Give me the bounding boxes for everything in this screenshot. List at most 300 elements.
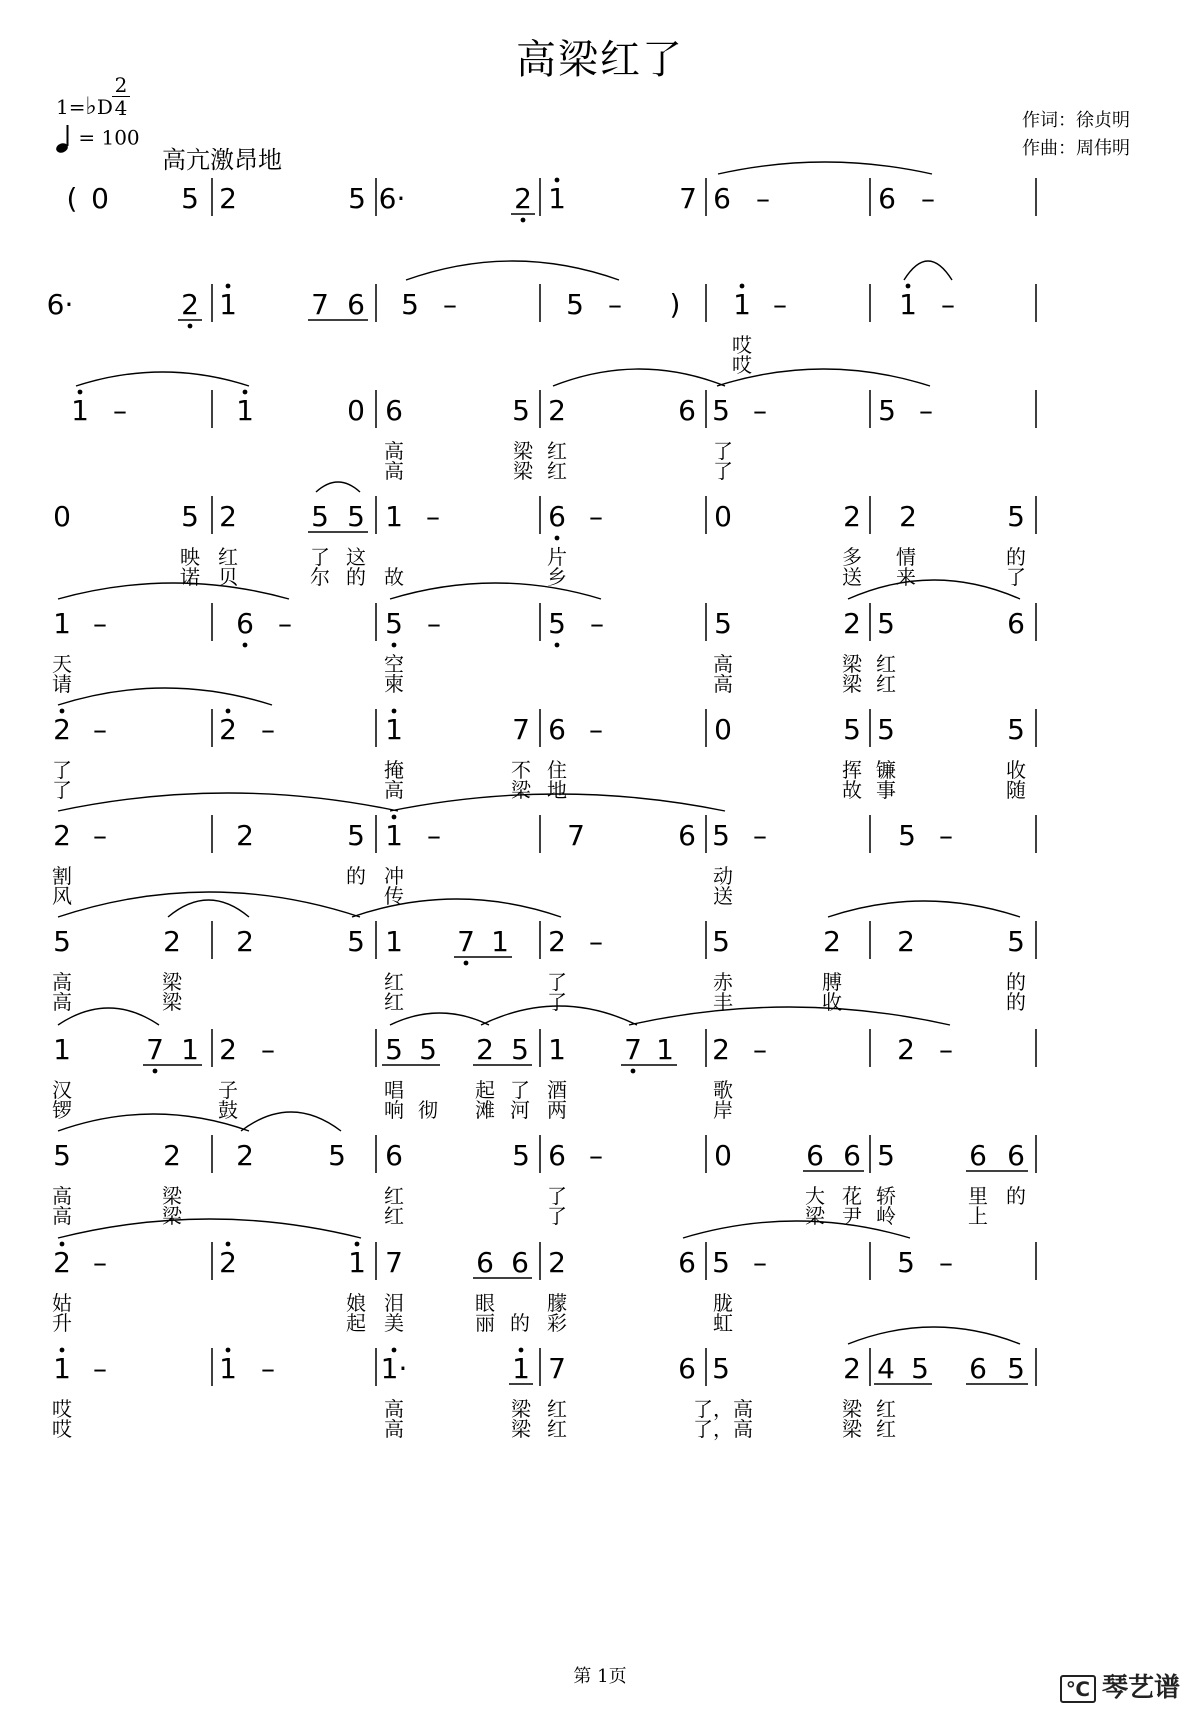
lyric-verse-2: 美 <box>384 1311 404 1335</box>
octave-dot <box>555 536 560 541</box>
lyric-verse-2: 贝 <box>218 565 238 589</box>
lyric-verse-2: 送 <box>842 565 862 589</box>
note-number: 0 <box>91 182 109 215</box>
dash-note: – <box>753 1033 767 1066</box>
dash-note: – <box>921 182 935 215</box>
dash-note: – <box>93 819 107 852</box>
note-number: 1· <box>380 1352 408 1385</box>
composer-credit: 作曲：周伟明 <box>1022 138 1130 159</box>
note-number: 2 <box>843 500 861 533</box>
lyric-verse-1: 朦 <box>547 1291 567 1315</box>
note-number: 5 <box>311 500 329 533</box>
note-number: 5 <box>714 607 732 640</box>
slur <box>241 1112 341 1131</box>
lyric-verse-2: 了 <box>547 1204 567 1228</box>
lyric-verse-2: 尹 <box>842 1204 862 1228</box>
lyric-verse-2: 故 <box>842 778 862 802</box>
note-number: 2 <box>219 1033 237 1066</box>
time-signature: 2 4 <box>112 74 130 119</box>
lyric-verse-2: 来 <box>896 565 916 589</box>
octave-dot <box>153 1069 158 1074</box>
dash-note: – <box>589 925 603 958</box>
slur <box>718 162 932 174</box>
lyric-verse-1: 梁 <box>842 1397 862 1421</box>
lyric-verse-1: 的 <box>1006 1184 1026 1208</box>
note-number: 7 <box>146 1033 164 1066</box>
lyric-verse-1: 梁 <box>513 439 533 463</box>
note-number: 6 <box>347 288 365 321</box>
note-number: 6 <box>548 500 566 533</box>
lyric-verse-2: 丰 <box>713 990 733 1014</box>
lyric-verse-1: 情 <box>896 545 916 569</box>
dash-note: – <box>93 607 107 640</box>
note-number: 2 <box>219 713 237 746</box>
note-number: 2 <box>897 1033 915 1066</box>
lyric-verse-2: 岭 <box>876 1204 896 1228</box>
lyric-verse-2: 梁 <box>842 672 862 696</box>
note-number: 2 <box>548 1246 566 1279</box>
slur <box>390 1013 489 1025</box>
note-number: 5 <box>712 1352 730 1385</box>
dash-note: – <box>113 394 127 427</box>
lyric-verse-1: 红 <box>384 1184 404 1208</box>
page-number: 第 1页 <box>573 1666 627 1687</box>
lyric-verse-2: 高 <box>52 1204 72 1228</box>
lyric-verse-2: 红 <box>384 990 404 1014</box>
note-number: 5 <box>712 1246 730 1279</box>
lyric-verse-2: 升 <box>52 1311 72 1335</box>
octave-dot <box>355 1242 360 1247</box>
note-number: 1 <box>348 1246 366 1279</box>
lyric-verse-1: 住 <box>547 758 567 782</box>
slur <box>553 369 725 386</box>
note-number: 2 <box>236 819 254 852</box>
slur <box>904 261 952 280</box>
lyric-verse-2: 的 <box>1006 990 1026 1014</box>
dash-note: – <box>93 1246 107 1279</box>
note-number: 1 <box>899 288 917 321</box>
note-number: 6 <box>806 1139 824 1172</box>
lyric-verse-2: 起 <box>346 1311 366 1335</box>
note-number: 5 <box>712 819 730 852</box>
lyric-verse-2: 梁 <box>513 459 533 483</box>
lyric-verse-2: 哎 <box>52 1417 72 1441</box>
lyric-verse-1: 梁 <box>511 1397 531 1421</box>
lyric-verse-2: 梁 <box>162 1204 182 1228</box>
note-number: 6 <box>385 394 403 427</box>
lyric-verse-2: 彻 <box>418 1098 438 1122</box>
note-number: 6 <box>678 1246 696 1279</box>
lyric-verse-1: 子 <box>218 1078 238 1102</box>
lyric-verse-1: 哎 <box>732 333 752 357</box>
octave-dot <box>392 815 397 820</box>
note-number: 6 <box>1007 607 1025 640</box>
note-number: 6 <box>843 1139 861 1172</box>
octave-dot <box>226 284 231 289</box>
note-number: 5 <box>878 394 896 427</box>
note-number: 5 <box>401 288 419 321</box>
lyric-verse-2: 尔 <box>310 565 330 589</box>
note-number: 2 <box>219 500 237 533</box>
lyric-verse-1: 大 <box>805 1184 825 1208</box>
lyric-verse-1: 了 <box>510 1078 530 1102</box>
note-number: 0 <box>714 1139 732 1172</box>
note-number: 5 <box>512 1139 530 1172</box>
lyric-verse-1: 了 <box>310 545 330 569</box>
note-number: 5 <box>53 1139 71 1172</box>
paren: ) <box>669 288 681 321</box>
octave-dot <box>392 1348 397 1353</box>
note-number: 2 <box>476 1033 494 1066</box>
note-number: 5 <box>53 925 71 958</box>
octave-dot <box>521 218 526 223</box>
lyric-verse-1: 高 <box>52 970 72 994</box>
lyric-verse-1: 膊 <box>822 970 842 994</box>
note-number: 1 <box>53 1352 71 1385</box>
note-number: 5 <box>181 182 199 215</box>
note-number: 2 <box>236 1139 254 1172</box>
dash-note: – <box>93 1352 107 1385</box>
lyric-verse-1: 歌 <box>713 1078 733 1102</box>
lyric-verse-2: 河 <box>510 1098 530 1122</box>
lyric-verse-1: 起 <box>475 1078 495 1102</box>
slur <box>848 1327 1020 1344</box>
slur <box>58 583 289 599</box>
note-number: 2 <box>548 394 566 427</box>
tempo-marking: = 100 <box>56 124 140 154</box>
lyric-verse-1: 赤 <box>713 970 733 994</box>
note-number: 6 <box>969 1352 987 1385</box>
lyric-verse-1: 高 <box>52 1184 72 1208</box>
note-number: 0 <box>714 713 732 746</box>
lyric-verse-1: 唱 <box>384 1078 404 1102</box>
note-number: 1 <box>548 182 566 215</box>
lyric-verse-1: 酒 <box>547 1078 567 1102</box>
lyric-verse-2: 鼓 <box>218 1098 238 1122</box>
lyric-verse-1: 挥 <box>842 758 862 782</box>
note-number: 5 <box>348 182 366 215</box>
lyric-verse-2: 虹 <box>713 1311 733 1335</box>
note-number: 5 <box>347 925 365 958</box>
octave-dot <box>60 1242 65 1247</box>
lyric-verse-1: 掩 <box>384 758 404 782</box>
lyric-verse-2: 地 <box>547 778 567 802</box>
note-number: 6· <box>378 182 406 215</box>
lyric-verse-1: 胧 <box>713 1291 733 1315</box>
lyric-verse-2: 高 <box>384 1417 404 1441</box>
note-number: 7 <box>624 1033 642 1066</box>
note-number: 6 <box>678 819 696 852</box>
lyric-verse-1: 了 <box>547 1184 567 1208</box>
lyric-verse-1: 红 <box>547 1397 567 1421</box>
slur <box>58 688 272 705</box>
note-number: 0 <box>53 500 71 533</box>
note-number: 6 <box>548 713 566 746</box>
dash-note: – <box>753 394 767 427</box>
note-number: 2 <box>236 925 254 958</box>
note-number: 1 <box>181 1033 199 1066</box>
note-number: 6 <box>476 1246 494 1279</box>
dash-note: – <box>773 288 787 321</box>
slur <box>58 793 398 811</box>
note-number: 2 <box>219 182 237 215</box>
dash-note: – <box>590 607 604 640</box>
dash-note: – <box>261 1352 275 1385</box>
note-number: 7 <box>548 1352 566 1385</box>
lyric-verse-2: 了 <box>547 990 567 1014</box>
note-number: 1 <box>53 1033 71 1066</box>
lyric-verse-1: 镰 <box>876 758 896 782</box>
lyric-verse-1: 片 <box>547 545 567 569</box>
note-number: 4 <box>877 1352 895 1385</box>
note-number: 2 <box>899 500 917 533</box>
note-number: 1 <box>71 394 89 427</box>
lyric-verse-2: 哎 <box>732 353 752 377</box>
lyric-verse-1: 梁 <box>162 970 182 994</box>
dash-note: – <box>589 500 603 533</box>
note-number: 5 <box>843 713 861 746</box>
lyric-verse-2: 乡 <box>547 565 567 589</box>
lyric-verse-2: 诺 <box>180 565 200 589</box>
slur <box>316 482 360 492</box>
note-number: 5 <box>385 607 403 640</box>
octave-dot <box>226 709 231 714</box>
lyric-verse-1: 空 <box>384 652 404 676</box>
note-number: 2 <box>843 607 861 640</box>
lyric-verse-1: 映 <box>180 545 200 569</box>
note-number: 6 <box>1007 1139 1025 1172</box>
lyric-verse-2: 丽 <box>475 1311 495 1335</box>
slur <box>58 1008 159 1025</box>
lyric-verse-2: 故 <box>384 565 404 589</box>
note-number: 1 <box>512 1352 530 1385</box>
note-number: 2 <box>823 925 841 958</box>
paren: ( <box>66 182 78 215</box>
lyric-verse-2: 上 <box>968 1204 988 1228</box>
dash-note: – <box>939 1033 953 1066</box>
lyric-verse-2: 响 <box>384 1098 404 1122</box>
note-number: 6 <box>236 607 254 640</box>
slur <box>58 1219 361 1238</box>
lyric-verse-1: 天 <box>52 652 72 676</box>
key-signature: 1=♭D <box>56 92 113 120</box>
note-number: 5 <box>1007 713 1025 746</box>
note-number: 2 <box>548 925 566 958</box>
lyric-verse-2: 风 <box>52 884 72 908</box>
note-number: 2 <box>53 713 71 746</box>
octave-dot <box>78 390 83 395</box>
dash-note: – <box>919 394 933 427</box>
lyric-verse-1: 姑 <box>52 1291 72 1315</box>
slur <box>58 892 360 917</box>
lyric-verse-2: 梁 <box>805 1204 825 1228</box>
lyric-verse-1: 的 <box>1006 970 1026 994</box>
note-number: 7 <box>512 713 530 746</box>
note-number: 2 <box>712 1033 730 1066</box>
octave-dot <box>226 1242 231 1247</box>
lyric-verse-2: 岸 <box>713 1098 733 1122</box>
dash-note: – <box>756 182 770 215</box>
lyric-verse-1: 梁 <box>162 1184 182 1208</box>
expression-marking: 高亢激昂地 <box>162 146 282 174</box>
lyric-verse-2: 的 <box>510 1311 530 1335</box>
lyric-verse-1: 了 <box>713 439 733 463</box>
dash-note: – <box>589 1139 603 1172</box>
lyric-verse-1: 红 <box>876 1397 896 1421</box>
lyric-verse-2: 了 <box>52 778 72 802</box>
dash-note: – <box>278 607 292 640</box>
dash-note: – <box>753 1246 767 1279</box>
slur <box>629 1007 950 1025</box>
lyric-verse-1: 高 <box>384 1397 404 1421</box>
note-number: 7 <box>385 1246 403 1279</box>
lyric-verse-1: 哎 <box>52 1397 72 1421</box>
note-number: 1 <box>385 713 403 746</box>
lyric-verse-2: 的 <box>346 565 366 589</box>
octave-dot <box>188 324 193 329</box>
note-number: 2 <box>897 925 915 958</box>
note-number: 6· <box>46 288 74 321</box>
octave-dot <box>740 284 745 289</box>
note-number: 5 <box>1007 500 1025 533</box>
lyric-verse-1: 汉 <box>52 1078 72 1102</box>
lyric-verse-2: 梁 <box>511 1417 531 1441</box>
lyric-verse-1: 了 <box>547 970 567 994</box>
note-number: 5 <box>347 819 365 852</box>
note-number: 6 <box>548 1139 566 1172</box>
slur <box>828 901 1020 917</box>
dash-note: – <box>753 819 767 852</box>
lyric-verse-2: 红 <box>384 1204 404 1228</box>
note-number: 5 <box>1007 925 1025 958</box>
note-number: 1 <box>733 288 751 321</box>
lyric-verse-1: 的 <box>1006 545 1026 569</box>
lyric-verse-1: 红 <box>218 545 238 569</box>
dash-note: – <box>589 713 603 746</box>
lyric-verse-2: 请 <box>52 672 72 696</box>
lyric-verse-1: 不 <box>511 758 531 782</box>
lyric-verse-2: 事 <box>876 778 896 802</box>
lyric-verse-1: 动 <box>713 864 733 888</box>
octave-dot <box>60 709 65 714</box>
lyric-verse-2: 传 <box>384 884 404 908</box>
note-number: 2 <box>53 1246 71 1279</box>
lyric-verse-1: 冲 <box>384 864 404 888</box>
lyric-verse-2: 彩 <box>547 1311 567 1335</box>
note-number: 7 <box>567 819 585 852</box>
note-number: 5 <box>877 1139 895 1172</box>
dash-note: – <box>261 713 275 746</box>
note-number: 2 <box>163 1139 181 1172</box>
octave-dot <box>243 643 248 648</box>
note-number: 2 <box>843 1352 861 1385</box>
dash-note: – <box>939 1246 953 1279</box>
dash-note: – <box>939 819 953 852</box>
note-number: 1 <box>656 1033 674 1066</box>
note-number: 1 <box>219 288 237 321</box>
slur <box>406 261 619 280</box>
note-number: 5 <box>877 607 895 640</box>
note-number: 5 <box>712 394 730 427</box>
note-number: 5 <box>1007 1352 1025 1385</box>
lyric-verse-2: 收 <box>822 990 842 1014</box>
note-number: 6 <box>678 394 696 427</box>
score-title: 高梁红了 <box>516 37 684 83</box>
note-number: 5 <box>897 1246 915 1279</box>
octave-dot <box>555 643 560 648</box>
lyric-verse-1: 收 <box>1006 758 1026 782</box>
lyric-verse-1: 了 <box>52 758 72 782</box>
lyric-verse-1: 轿 <box>876 1184 896 1208</box>
note-number: 5 <box>548 607 566 640</box>
lyric-verse-2: 送 <box>713 884 733 908</box>
note-number: 6 <box>713 182 731 215</box>
slur <box>76 372 249 386</box>
lyric-verse-2: 红 <box>876 1417 896 1441</box>
note-number: 6 <box>878 182 896 215</box>
note-number: 6 <box>678 1352 696 1385</box>
note-number: 2 <box>181 288 199 321</box>
lyric-verse-1: 多 <box>842 545 862 569</box>
note-number: 2 <box>163 925 181 958</box>
dash-note: – <box>443 288 457 321</box>
lyric-verse-1: 的 <box>346 864 366 888</box>
note-number: 5 <box>347 500 365 533</box>
logo-icon: ℃ <box>1060 1675 1096 1703</box>
note-number: 5 <box>181 500 199 533</box>
lyric-verse-1: 红 <box>547 439 567 463</box>
note-number: 5 <box>512 394 530 427</box>
lyric-verse-2: 红 <box>876 672 896 696</box>
lyric-verse-2: 锣 <box>52 1098 72 1122</box>
lyric-verse-2: 高 <box>713 672 733 696</box>
note-number: 6 <box>969 1139 987 1172</box>
slur <box>390 583 601 599</box>
note-number: 5 <box>898 819 916 852</box>
note-number: 7 <box>311 288 329 321</box>
note-number: 5 <box>566 288 584 321</box>
lyric-verse-1: 红 <box>876 652 896 676</box>
dash-note: – <box>941 288 955 321</box>
octave-dot <box>906 284 911 289</box>
octave-dot <box>519 1348 524 1353</box>
lyric-verse-1: 割 <box>52 864 72 888</box>
lyric-verse-2: 高 <box>384 459 404 483</box>
octave-dot <box>464 961 469 966</box>
note-number: 7 <box>679 182 697 215</box>
dash-note: – <box>93 713 107 746</box>
note-number: 2 <box>53 819 71 852</box>
lyric-verse-2: 梁 <box>842 1417 862 1441</box>
note-number: 2 <box>514 182 532 215</box>
lyricist-credit: 作词：徐贞明 <box>1022 110 1130 131</box>
note-number: 1 <box>385 925 403 958</box>
note-number: 2 <box>219 1246 237 1279</box>
lyric-verse-2: 了 <box>1006 565 1026 589</box>
note-number: 0 <box>714 500 732 533</box>
dash-note: – <box>261 1033 275 1066</box>
lyric-verse-1: 花 <box>842 1184 862 1208</box>
slur <box>848 580 1020 599</box>
dash-note: – <box>427 607 441 640</box>
note-number: 1 <box>53 607 71 640</box>
note-number: 6 <box>511 1246 529 1279</box>
lyric-verse-2: 高 <box>52 990 72 1014</box>
note-number: 1 <box>491 925 509 958</box>
lyric-verse-1: 里 <box>968 1184 988 1208</box>
octave-dot <box>243 390 248 395</box>
lyric-verse-2: 了，高 <box>693 1417 753 1441</box>
